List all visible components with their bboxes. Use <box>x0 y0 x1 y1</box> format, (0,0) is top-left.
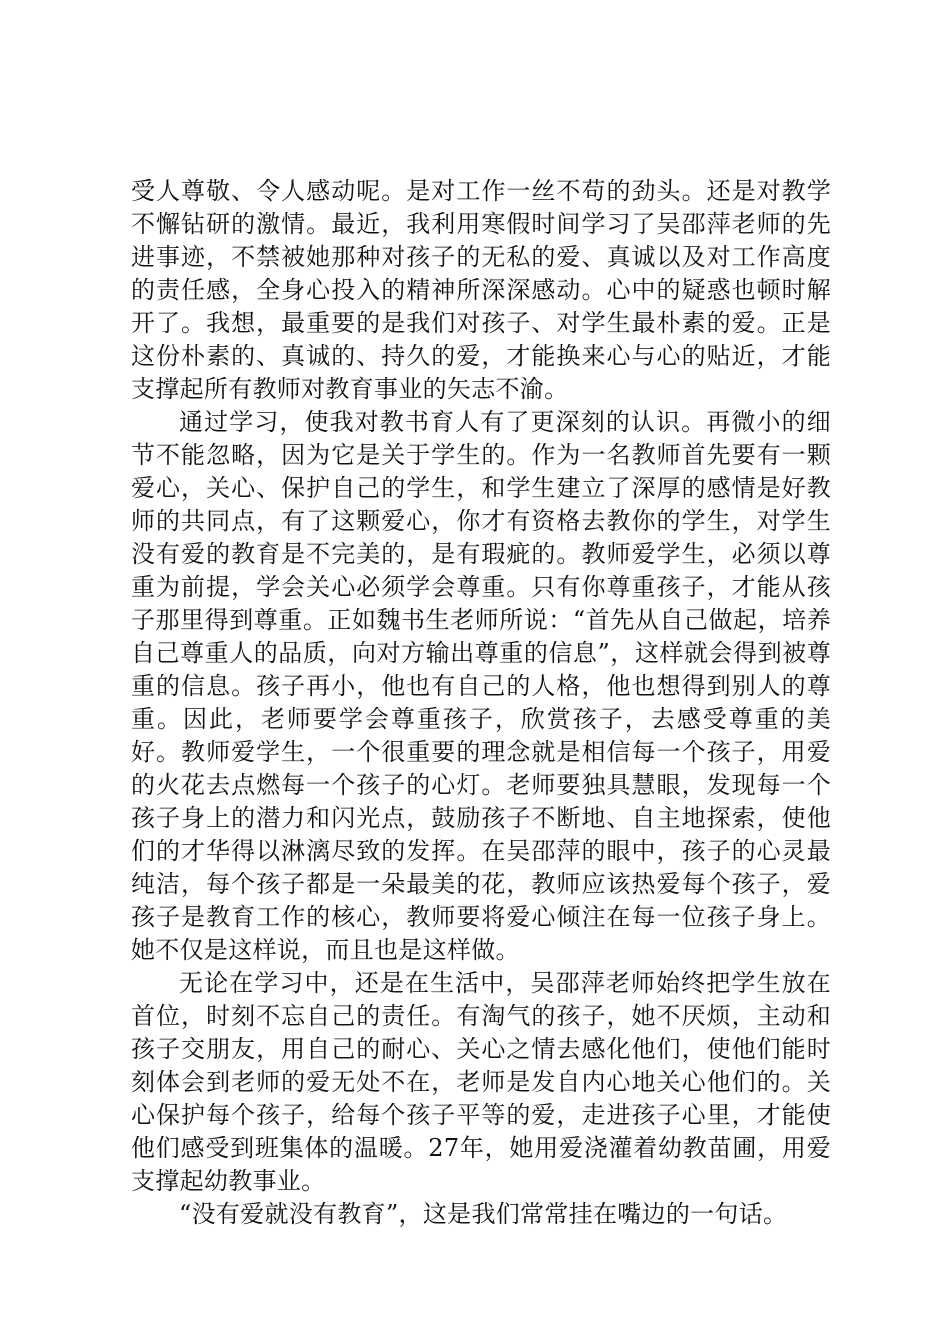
paragraph-3: 无论在学习中，还是在生活中，吴邵萍老师始终把学生放在首位，时刻不忘自己的责任。有淘气的孩子，她不厌烦，主动和孩子交朋友，用自己的耐心、关心之情去感化他们，使他们能时刻体会到老师的爱无处不在，老师是发自内心地关心他们的。关心保护每个孩子，给每个孩子平等的爱，走进孩子心里，才能使他们感受到班集体的温暖。27年，她用爱浇灌着幼教苗圃，用爱支撑起幼教事业。 <box>131 969 831 1195</box>
paragraph-4: “没有爱就没有教育”，这是我们常常挂在嘴边的一句话。 <box>179 1200 788 1228</box>
paragraph-1: 受人尊敬、令人感动呢。是对工作一丝不苟的劲头。还是对教学不懈钻研的激情。最近，我利用寒假时间学习了吴邵萍老师的先进事迹，不禁被她那种对孩子的无私的爱、真诚以及对工作高度的责任感，全身心投入的精神所深深感动。心中的疑惑也顿时解开了。我想，最重要的是我们对孩子、对学生最朴素的爱。正是这份朴素的、真诚的、持久的爱，才能换来心与心的贴近，才能支撑起所有教师对教育事业的矢志不渝。 <box>131 177 831 403</box>
paragraph-2: 通过学习，使我对教书育人有了更深刻的认识。再微小的细节不能忽略，因为它是关于学生的。作为一名教师首先要有一颗爱心，关心、保护自己的学生，和学生建立了深厚的感情是好教师的共同点，有了这颗爱心，你才有资格去教你的学生，对学生没有爱的教育是不完美的，是有瑕疵的。教师爱学生，必须以尊重为前提，学会关心必须学会尊重。只有你尊重孩子，才能从孩子那里得到尊重。正如魏书生老师所说：“首先从自己做起，培养自己尊重人的品质，向对方输出尊重的信息”，这样就会得到被尊重的信息。孩子再小，他也有自己的人格，他也想得到别人的尊重。因此，老师要学会尊重孩子，欣赏孩子，去感受尊重的美好。教师爱学生，一个很重要的理念就是相信每一个孩子，用爱的火花去点燃每一个孩子的心灯。老师要独具慧眼，发现每一个孩子身上的潜力和闪光点，鼓励孩子不断地、自主地探索，使他们的才华得以淋漓尽致的发挥。在吴邵萍的眼中，孩子的心灵最纯洁，每个孩子都是一朵最美的花，教师应该热爱每个孩子，爱孩子是教育工作的核心，教师要将爱心倾注在每一位孩子身上。她不仅是这样说，而且也是这样做。 <box>131 408 831 964</box>
body-text <box>131 175 831 1231</box>
